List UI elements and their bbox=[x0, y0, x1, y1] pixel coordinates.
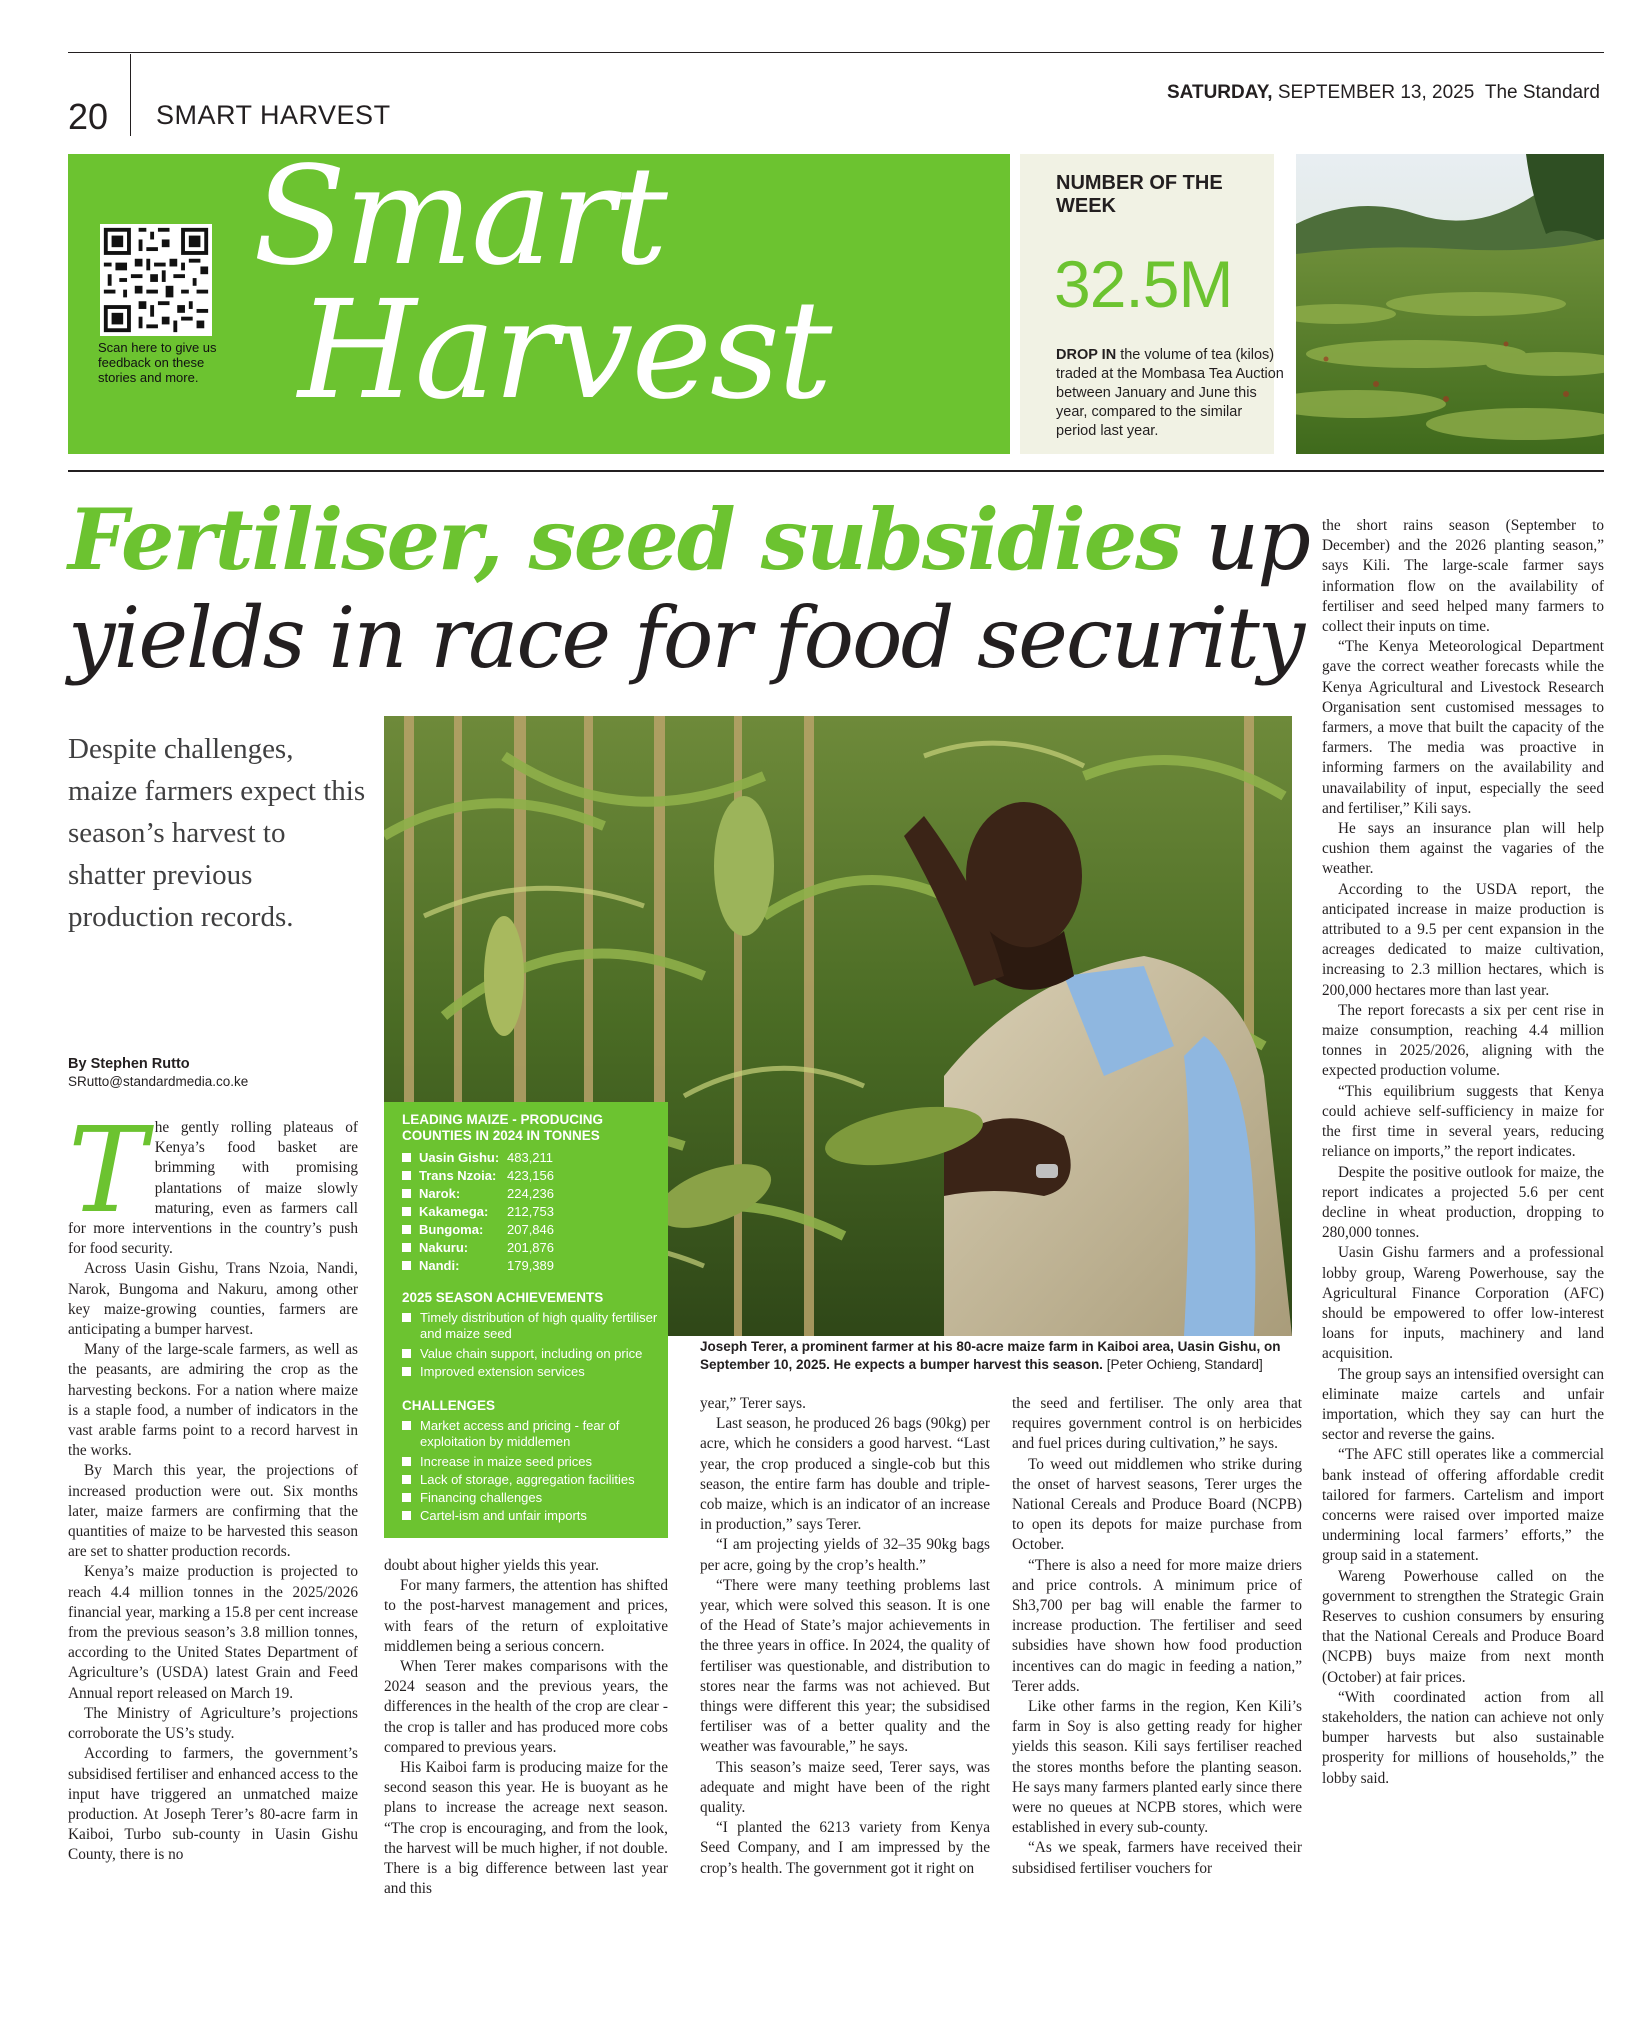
county-value: 212,753 bbox=[507, 1204, 554, 1219]
county-value: 224,236 bbox=[507, 1186, 554, 1201]
body-column-1 bbox=[68, 1118, 358, 1998]
bullet-square-icon bbox=[402, 1153, 411, 1162]
qr-caption: Scan here to give us feedback on these stories and more. bbox=[98, 340, 217, 385]
body-column-5 bbox=[1322, 516, 1604, 1998]
county-name: Nakuru: bbox=[419, 1240, 469, 1255]
paragraph: “As we speak, farmers have received their subsidised fertiliser vouchers for bbox=[1012, 1839, 1302, 1877]
paragraph: Uasin Gishu farmers and a professional lobby group, Wareng Powerhouse, say the Agricultural Finance Corporation (AFC) should be empowered to offer low-interest loans for inputs, machinery and land acquisition. bbox=[1322, 1244, 1604, 1363]
paragraph: Despite the positive outlook for maize, the report indicates a projected 5.6 per cent decline in wheat production, dropping to 280,000 tonnes. bbox=[1322, 1163, 1604, 1242]
paragraph: The report forecasts a six per cent rise in maize consumption, reaching 4.4 million tonnes in 2025/2026, aligning with the expected production volume. bbox=[1322, 1001, 1604, 1080]
number-of-the-week-box bbox=[1020, 154, 1284, 454]
photo-caption bbox=[700, 1338, 1290, 1374]
standfirst: Despite challenges, maize farmers expect this season’s harvest to shatter previous production records. bbox=[68, 733, 366, 933]
photo-credit: [Peter Ochieng, Standard] bbox=[1102, 1357, 1263, 1372]
county-value: 179,389 bbox=[507, 1258, 554, 1273]
now-description bbox=[1056, 346, 1284, 441]
body-column-4 bbox=[1012, 1394, 1302, 1998]
paper-name: The Standard bbox=[1484, 82, 1600, 103]
bullet-square-icon bbox=[402, 1475, 411, 1484]
date-rest: SEPTEMBER 13, 2025 bbox=[1277, 82, 1475, 103]
body-column-2 bbox=[384, 1556, 668, 1996]
county-row bbox=[402, 1258, 554, 1274]
fact-panel bbox=[384, 1102, 668, 1538]
headline-line1 bbox=[68, 492, 1309, 588]
county-name: Narok: bbox=[419, 1186, 461, 1201]
dateline bbox=[1167, 82, 1600, 104]
bullet-square-icon bbox=[402, 1367, 411, 1376]
page-number: 20 bbox=[68, 96, 109, 137]
paragraph: Across Uasin Gishu, Trans Nzoia, Nandi, Narok, Bungoma and Nakuru, among other key maize-growing counties, farmers are anticipating a bumper harvest. bbox=[68, 1260, 358, 1339]
bullet-square-icon bbox=[402, 1421, 411, 1430]
challenges-title: CHALLENGES bbox=[402, 1398, 496, 1413]
bullet-square-icon bbox=[402, 1511, 411, 1520]
county-row bbox=[402, 1150, 553, 1166]
county-name: Uasin Gishu: bbox=[419, 1150, 500, 1165]
paragraph: “The AFC still operates like a commercial bank instead of offering affordable credit tailored for farmers. Cartelism and import concerns were raised over imported maize undermining local farmers’ efforts,” the group said in a statement. bbox=[1322, 1446, 1604, 1565]
panel-title: LEADING MAIZE - PRODUCING COUNTIES IN 2024 IN TONNES bbox=[402, 1112, 603, 1143]
paragraph: the seed and fertiliser. The only area that requires government control is on herbicides and fuel prices during cultivation,” he says. bbox=[1012, 1395, 1302, 1453]
now-desc-rest: the volume of tea (kilos) traded at the Mombasa Tea Auction between January and June this year, compared to the similar period last year. bbox=[1056, 347, 1284, 439]
banner-title-line2: Harvest bbox=[298, 272, 831, 430]
paragraph: the short rains season (September to December) and the 2026 planting season,” says Kili. The large-scale farmer says information flow on the availability of fertiliser and seed helped many farmers to collect their inputs on time. bbox=[1322, 517, 1604, 636]
date-day: SATURDAY, bbox=[1167, 82, 1273, 103]
county-row bbox=[402, 1168, 554, 1184]
now-value: 32.5M bbox=[1054, 247, 1233, 321]
paragraph: he gently rolling plateaus of Kenya’s food basket are brimming with promising plantations of maize slowly maturing, even as farmers call for more interventions in the country’s push for food security. bbox=[68, 1119, 358, 1258]
paragraph: For many farmers, the attention has shifted to the post-harvest management and prices, with fears of the return of exploitative middlemen being a serious concern. bbox=[384, 1577, 668, 1655]
paragraph: “With coordinated action from all stakeholders, the nation can achieve not only bumper harvests but also sustainable prosperity for millions of households,” the lobby said. bbox=[1322, 1688, 1604, 1787]
county-name: Bungoma: bbox=[419, 1222, 484, 1237]
headline-dark: up bbox=[1180, 491, 1310, 589]
county-row bbox=[402, 1240, 554, 1256]
paragraph: His Kaiboi farm is producing maize for the second season this year. He is buoyant as he plans to increase the acreage next season. “The crop is encouraging, and from the look, the harvest will be much higher, if not double. There is a big difference between last year and this bbox=[384, 1759, 668, 1898]
paragraph: Like other farms in the region, Ken Kili’s farm in Soy is also getting ready for higher yields this season. Kili says fertiliser reached the stores months before the planting season. He says many farmers planted early since there were no queues at NCPB stores, which were established in every sub-county. bbox=[1012, 1698, 1302, 1837]
bullet-square-icon bbox=[402, 1225, 411, 1234]
paragraph: To weed out middlemen who strike during the onset of harvest seasons, Terer urges the National Cereals and Produce Board (NCPB) to open its depots for maize purchase from October. bbox=[1012, 1455, 1302, 1554]
paragraph: “There is also a need for more maize driers and price controls. A minimum price of Sh3,700 per bag will enable the farmer to increase production. The fertiliser and seed subsidies have shown how food production incentives can do magic in feeding a nation,” Terer adds. bbox=[1012, 1556, 1302, 1695]
paragraph: “This equilibrium suggests that Kenya could achieve self-sufficiency in maize for the first time in several years, reducing reliance on imports,” the report indicates. bbox=[1322, 1082, 1604, 1161]
section-rule bbox=[68, 470, 1604, 472]
county-name: Kakamega: bbox=[419, 1204, 489, 1219]
paragraph: According to the USDA report, the anticipated increase in maize production is attributed to a 9.5 per cent expansion in the acreages dedicated to maize cultivation, increasing to 2.3 million hectares, which is 200,000 hectares more than last year. bbox=[1322, 880, 1604, 999]
achievement-item: Timely distribution of high quality fertiliser and maize seed bbox=[402, 1310, 664, 1342]
county-name: Trans Nzoia: bbox=[419, 1168, 497, 1183]
byline-author: By Stephen Rutto bbox=[68, 1056, 190, 1072]
bullet-square-icon bbox=[402, 1171, 411, 1180]
paragraph: This season’s maize seed, Terer says, was adequate and might have been of the right quality. bbox=[700, 1758, 990, 1817]
paragraph: “I planted the 6213 variety from Kenya Seed Company, and I am impressed by the crop’s health. The government got it right on bbox=[700, 1819, 990, 1877]
qr-code-icon[interactable] bbox=[100, 224, 212, 336]
county-row bbox=[402, 1222, 554, 1238]
paragraph: doubt about higher yields this year. bbox=[384, 1557, 599, 1574]
paragraph: Many of the large-scale farmers, as well as the peasants, are admiring the crop as the harvesting beckons. For a nation where maize is a staple food, a number of indicators in the vast arable farms point to a record harvest in the works. bbox=[68, 1341, 358, 1460]
paragraph: “I am projecting yields of 32–35 90kg bags per acre, going by the crop’s health.” bbox=[700, 1536, 990, 1574]
county-value: 201,876 bbox=[507, 1240, 554, 1255]
paragraph: The Ministry of Agriculture’s projections corroborate the US’s study. bbox=[68, 1704, 358, 1743]
county-row bbox=[402, 1186, 554, 1202]
drop-cap: T bbox=[68, 1118, 147, 1239]
challenge-item: Market access and pricing - fear of exploitation by middlemen bbox=[402, 1418, 664, 1450]
challenge-item: Increase in maize seed prices bbox=[402, 1454, 664, 1470]
caption-text: Joseph Terer, a prominent farmer at his 80-acre maize farm in Kaiboi area, Uasin Gishu, on September 10, 2025. He expects a bumper harvest this season. bbox=[700, 1339, 1281, 1372]
paragraph: year,” Terer says. bbox=[700, 1395, 806, 1412]
headline-green: Fertiliser, seed subsidies bbox=[68, 490, 1181, 589]
paragraph: By March this year, the projections of increased production were out. Six months later, maize farmers are confirming that the quantities of maize to be harvested this season are set to shatter production records. bbox=[68, 1462, 358, 1561]
bullet-square-icon bbox=[402, 1349, 411, 1358]
banner-title-line1: Smart bbox=[253, 138, 666, 296]
paragraph: When Terer makes comparisons with the 2024 season and the previous years, the differences in the health of the crop are clear - the crop is taller and has produced more cobs compared to previous years. bbox=[384, 1658, 668, 1756]
paragraph: Kenya’s maize production is projected to reach 4.4 million tonnes in the 2025/2026 financial year, marking a 15.8 per cent increase from the previous season’s 3.8 million tonnes, according to the United States Department of Agriculture’s (USDA) latest Grain and Feed Annual report released on March 19. bbox=[68, 1563, 358, 1702]
body-column-3 bbox=[700, 1394, 990, 1998]
county-value: 207,846 bbox=[507, 1222, 554, 1237]
paragraph: Last season, he produced 26 bags (90kg) per acre, which he considers a good harvest. “Last year, the crop produced a single-cob but this season, the entire farm has double and triple-cob maize, which is an indicator of an increase in production,” says Terer. bbox=[700, 1415, 990, 1534]
county-row bbox=[402, 1204, 554, 1220]
headline-line2: yields in race for food security bbox=[68, 589, 1304, 687]
header-divider bbox=[130, 54, 131, 136]
smart-harvest-banner bbox=[68, 138, 1010, 454]
paragraph: “There were many teething problems last year, which were solved this season. It is one of the Head of State’s major achievements in the three years in office. In 2024, the quality of fertiliser was questionable, and distribution to stores near the farms was not achieved. But things were different this year; the subsidised fertiliser was of a better quality and the weather was favourable,” he says. bbox=[700, 1576, 990, 1756]
top-rule bbox=[68, 52, 1604, 53]
byline-email[interactable]: SRutto@standardmedia.co.ke bbox=[68, 1074, 249, 1089]
bullet-square-icon bbox=[402, 1189, 411, 1198]
challenge-item: Financing challenges bbox=[402, 1490, 664, 1506]
bullet-square-icon bbox=[402, 1313, 411, 1322]
now-desc-bold: DROP IN bbox=[1056, 347, 1117, 363]
now-title: NUMBER OF THE WEEK bbox=[1056, 172, 1223, 217]
bullet-square-icon bbox=[402, 1493, 411, 1502]
achievement-item: Value chain support, including on price bbox=[402, 1346, 664, 1362]
county-value: 483,211 bbox=[507, 1150, 554, 1165]
bullet-square-icon bbox=[402, 1457, 411, 1466]
county-name: Nandi: bbox=[419, 1258, 460, 1273]
challenge-item: Lack of storage, aggregation facilities bbox=[402, 1472, 664, 1488]
achievements-title: 2025 SEASON ACHIEVEMENTS bbox=[402, 1290, 604, 1305]
paragraph: “The Kenya Meteorological Department gave the correct weather forecasts while the Kenya Agricultural and Livestock Research Organisation sent customised messages to farmers, a move that built the capacity of the farmers. The media was proactive in informing farmers on the availability and unavailability of input, especially the seed and fertiliser,” Kili says. bbox=[1322, 638, 1604, 817]
challenge-item: Cartel-ism and unfair imports bbox=[402, 1508, 664, 1524]
bullet-square-icon bbox=[402, 1207, 411, 1216]
section-name: SMART HARVEST bbox=[156, 100, 391, 130]
paragraph: He says an insurance plan will help cushion them against the vagaries of the weather. bbox=[1322, 820, 1604, 878]
bullet-square-icon bbox=[402, 1243, 411, 1252]
tea-plantation-image bbox=[1296, 154, 1604, 454]
bullet-square-icon bbox=[402, 1261, 411, 1270]
achievement-item: Improved extension services bbox=[402, 1364, 664, 1380]
paragraph: Wareng Powerhouse called on the government to strengthen the Strategic Grain Reserves to cushion consumers by ensuring that the National Cereals and Produce Board (NCPB) buys maize from next month (October) at fair prices. bbox=[1322, 1567, 1604, 1686]
paragraph: The group says an intensified oversight can eliminate maize cartels and unfair importation, which they say can hurt the sector and reverse the gains. bbox=[1322, 1365, 1604, 1444]
paragraph: According to farmers, the government’s subsidised fertiliser and enhanced access to the input have triggered an unmatched maize production. At Joseph Terer’s 80-acre farm in Kaiboi, Turbo sub-county in Uasin Gishu County, there is no bbox=[68, 1745, 358, 1864]
county-value: 423,156 bbox=[507, 1168, 554, 1183]
